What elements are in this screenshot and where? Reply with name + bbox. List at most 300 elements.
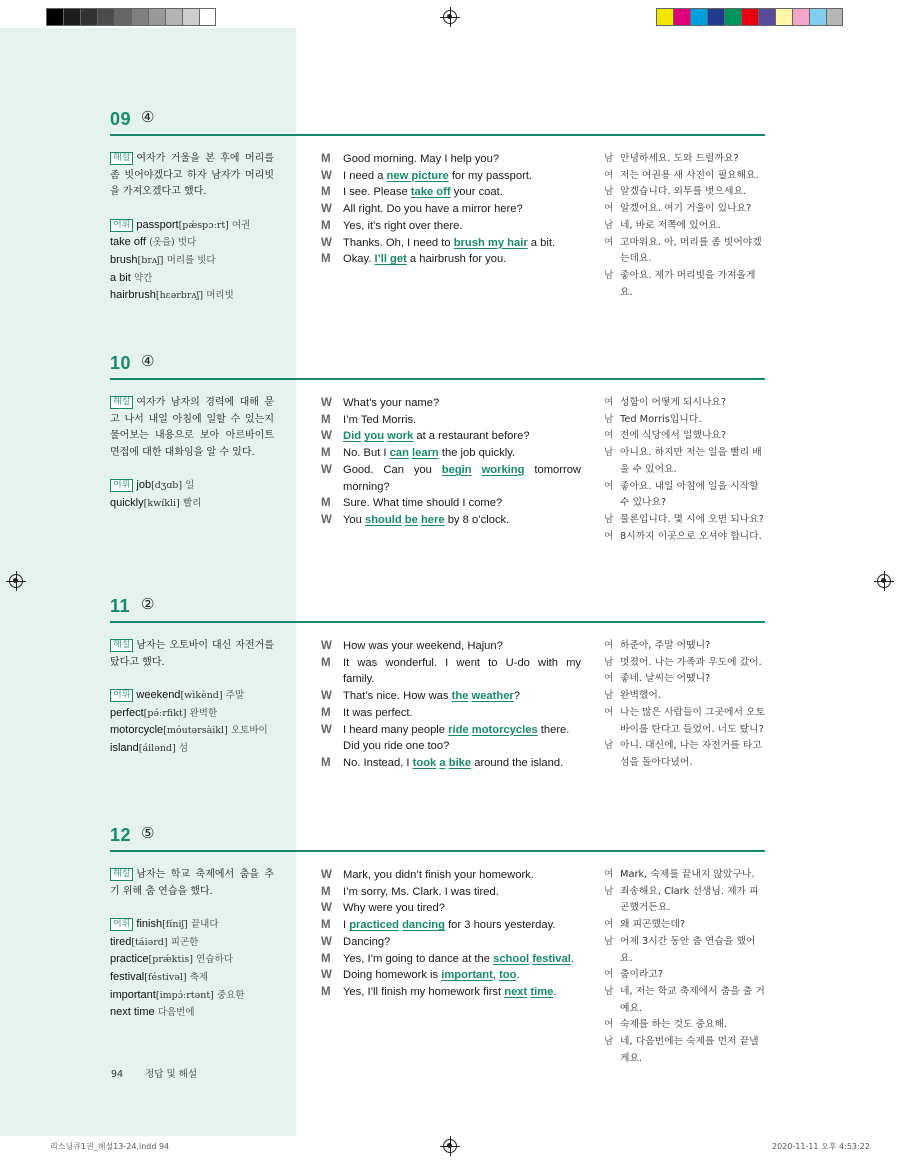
dialogue-line <box>321 884 581 901</box>
translation-column <box>604 151 766 301</box>
dialogue-text: No. But I <box>343 447 390 460</box>
vocab-word: next time <box>110 1006 155 1019</box>
vocab-meaning: 여권 <box>232 219 251 231</box>
translation-text: 안녕하세요. 도와 드릴까요? <box>620 153 739 164</box>
dialogue-text: You <box>343 513 365 526</box>
speaker-label: W <box>321 723 332 736</box>
vocab-meaning: 중요한 <box>217 989 245 1001</box>
vocab-list <box>110 916 274 1022</box>
dictation-answer: school <box>493 952 530 965</box>
vocab-badge: 어휘 <box>110 479 133 492</box>
speaker-label: 여 <box>604 969 614 981</box>
vocab-phonetic: [féstivəl] <box>144 971 187 983</box>
speaker-label: 여 <box>604 203 614 215</box>
translation-line <box>604 218 766 235</box>
speaker-label: 여 <box>604 480 614 492</box>
vocab-item <box>110 217 274 235</box>
dictation-answer: work <box>387 430 414 443</box>
color-swatch <box>741 8 758 26</box>
dialogue-line <box>321 917 581 934</box>
vocab-phonetic: [wìkènd] <box>180 690 223 702</box>
question-section <box>110 352 765 542</box>
translation-text: 좋아요. 제가 머리빗을 가져올게요. <box>620 269 756 298</box>
vocab-word: practice <box>110 953 149 966</box>
dictation-answer: learn <box>412 447 439 460</box>
dictation-answer: practiced <box>349 919 399 932</box>
question-header <box>110 108 765 136</box>
translation-text: 멋졌어. 나는 가족과 우도에 갔어. <box>620 656 762 668</box>
speaker-label: 남 <box>604 153 614 164</box>
dictation-answer: begin <box>441 463 472 476</box>
dialogue-text: Mark, you didn’t finish your homework. <box>343 869 534 881</box>
dictation-answer: brush my hair <box>453 236 528 249</box>
question-section <box>110 108 765 302</box>
explanation-badge: 해설 <box>110 396 133 409</box>
translation-text: 알겠어요. 여기 거울이 있나요? <box>620 203 752 215</box>
dialogue-line <box>321 755 581 772</box>
dialogue-text: What’s your name? <box>343 397 440 409</box>
question-answer: ④ <box>141 352 155 370</box>
vocab-meaning: 피곤한 <box>170 936 199 948</box>
vocab-meaning: 축제 <box>189 971 209 983</box>
translation-line <box>604 867 766 884</box>
slug-filename: 리스닝큐1권_해설13-24.indd 94 <box>50 1142 170 1151</box>
translation-line <box>604 638 766 655</box>
dialogue-line <box>321 412 581 429</box>
translation-text: 죄송해요, Clark 선생님. 제가 피곤했거든요. <box>620 885 759 914</box>
explanation-column <box>110 867 274 1022</box>
speaker-label: 남 <box>604 885 614 897</box>
dialogue-text: . <box>516 969 520 982</box>
question-header <box>110 352 765 380</box>
dialogue-column <box>321 638 581 772</box>
vocab-item <box>110 687 274 705</box>
dialogue-line <box>321 462 581 479</box>
vocab-item <box>110 287 274 305</box>
speaker-label: W <box>321 463 332 476</box>
translation-line <box>604 479 766 512</box>
explanation-badge: 해설 <box>110 868 133 881</box>
translation-line <box>604 235 766 268</box>
vocab-meaning: (옷을) 벗다 <box>149 237 197 249</box>
speaker-label: 여 <box>604 869 614 880</box>
vocab-item <box>110 934 274 952</box>
vocab-word: hairbrush <box>110 289 156 302</box>
registration-mark-icon <box>9 574 23 588</box>
speaker-label: 남 <box>604 1036 614 1048</box>
speaker-label: 남 <box>604 413 614 425</box>
dialogue-line <box>321 934 581 951</box>
dialogue-text: Good. Can you <box>343 463 442 476</box>
dialogue-line <box>321 984 581 1001</box>
question-answer: ④ <box>141 108 155 126</box>
explanation-text <box>110 151 274 201</box>
translation-text: 알겠습니다. 외투를 벗으세요. <box>620 186 747 198</box>
dictation-answer: the <box>451 690 469 703</box>
translation-line <box>604 738 766 771</box>
speaker-label: M <box>321 985 331 998</box>
dictation-answer: can <box>389 447 409 460</box>
vocab-meaning: 머리를 빗다 <box>166 254 216 266</box>
vocab-badge: 어휘 <box>110 918 133 931</box>
translation-line <box>604 688 766 705</box>
dictation-answer: time <box>530 985 554 998</box>
translation-text: 좋네. 날씨는 어땠니? <box>620 673 711 685</box>
color-swatch <box>199 8 216 26</box>
vocab-phonetic: [hɛərbrʌʃ] <box>155 290 204 302</box>
translation-text: 8시까지 이곳으로 오셔야 합니다. <box>620 530 762 542</box>
vocab-meaning: 약간 <box>133 272 153 284</box>
translation-text: 하준아, 주말 어땠니? <box>620 640 711 651</box>
translation-line <box>604 529 766 546</box>
vocab-phonetic: [kwíkli] <box>143 497 180 509</box>
dialogue-text: for my passport. <box>448 169 533 182</box>
color-swatch <box>80 8 97 26</box>
explanation-text <box>110 638 274 671</box>
color-swatch <box>148 8 165 26</box>
color-swatch <box>758 8 775 26</box>
question-header <box>110 824 765 852</box>
dialogue-line <box>321 479 581 496</box>
vocab-item <box>110 740 274 758</box>
dialogue-line <box>321 218 581 235</box>
speaker-label: M <box>321 497 331 510</box>
color-swatch <box>131 8 148 26</box>
question-number: 11 <box>110 596 131 616</box>
dialogue-column <box>321 151 581 268</box>
vocab-item <box>110 916 274 934</box>
explanation-body: 남자는 학교 축제에서 춤을 추기 위해 춤 연습을 했다. <box>110 869 274 897</box>
question-header <box>110 595 765 623</box>
vocab-meaning: 오토바이 <box>231 725 268 737</box>
registration-mark-icon <box>877 574 891 588</box>
vocab-word: brush <box>110 253 138 266</box>
dialogue-text: for 3 hours yesterday. <box>444 919 556 932</box>
registration-mark-icon <box>443 10 457 24</box>
dialogue-line <box>321 395 581 412</box>
dialogue-text: . <box>553 985 557 998</box>
vocab-word: take off <box>110 236 146 249</box>
dictation-answer: new picture <box>386 169 449 182</box>
translation-line <box>604 705 766 738</box>
translation-line <box>604 1017 766 1034</box>
dialogue-text: Sure. What time should I come? <box>343 497 503 510</box>
color-swatch <box>809 8 826 26</box>
vocab-phonetic: [dʒɑb] <box>151 480 183 492</box>
dictation-answer: should <box>365 513 402 526</box>
vocab-item <box>110 1004 274 1022</box>
dialogue-text: How was your weekend, Hajun? <box>343 640 503 652</box>
translation-line <box>604 412 766 429</box>
translation-text: 숙제를 하는 것도 중요해. <box>620 1019 728 1031</box>
question-section <box>110 595 765 769</box>
vocab-word: passport <box>136 218 179 231</box>
speaker-label: M <box>321 952 331 965</box>
translation-text: Ted Morris입니다. <box>620 413 702 425</box>
speaker-label: 남 <box>604 656 614 668</box>
vocab-item <box>110 495 274 513</box>
vocab-item <box>110 270 274 288</box>
dialogue-text <box>472 464 482 476</box>
dialogue-text: All right. Do you have a mirror here? <box>343 203 523 216</box>
translation-line <box>604 445 766 478</box>
color-swatch <box>656 8 673 26</box>
speaker-label: 여 <box>604 430 614 442</box>
translation-text: Mark, 숙제를 끝내지 않았구나. <box>620 869 755 880</box>
translation-line <box>604 168 766 185</box>
vocab-word: motorcycle <box>110 724 164 737</box>
dictation-answer: working <box>481 463 525 476</box>
color-swatch <box>114 8 131 26</box>
dialogue-line <box>321 184 581 201</box>
vocab-item <box>110 477 274 495</box>
explanation-body: 여자가 거울을 본 후에 머리를 좀 빗어야겠다고 하자 남자가 머리빗을 가져오겠다고 했다. <box>110 153 274 198</box>
speaker-label: M <box>321 656 331 669</box>
question-section <box>110 824 765 1064</box>
translation-line <box>604 1034 766 1067</box>
translation-text: 저는 여권용 새 사진이 필요해요. <box>620 169 759 181</box>
dialogue-line <box>321 900 581 917</box>
dialogue-text: around the island. <box>471 756 564 769</box>
vocab-word: island <box>110 741 139 754</box>
translation-line <box>604 984 766 1017</box>
translation-line <box>604 934 766 967</box>
dialogue-text: by 8 o’clock. <box>444 513 510 526</box>
slug-datetime: 2020-11-11 오후 4:53:22 <box>772 1142 870 1151</box>
translation-column <box>604 395 766 545</box>
vocab-meaning: 연습하다 <box>196 954 233 966</box>
dialogue-line <box>321 951 581 968</box>
dialogue-line <box>321 722 581 739</box>
translation-line <box>604 917 766 934</box>
translation-text: 아니. 대신에, 나는 자전거를 타고 섬을 돌아다녔어. <box>620 740 762 768</box>
dialogue-text: Yes, it’s right over there. <box>343 219 463 232</box>
vocab-list <box>110 217 274 305</box>
dialogue-line <box>321 688 581 705</box>
speaker-label: M <box>321 413 331 426</box>
vocab-phonetic: [prǽktis] <box>148 954 193 966</box>
vocab-item <box>110 969 274 987</box>
dialogue-text: I need a <box>343 169 387 182</box>
dialogue-line <box>321 867 581 884</box>
dialogue-text: Good morning. May I help you? <box>343 153 500 165</box>
question-answer: ⑤ <box>141 824 155 842</box>
dialogue-text: there. <box>537 723 570 736</box>
dialogue-column <box>321 395 581 529</box>
vocab-meaning: 빨리 <box>183 497 202 509</box>
vocab-phonetic: [móutərsàikl] <box>163 725 228 737</box>
translation-line <box>604 884 766 917</box>
dialogue-text: I see. Please <box>343 186 411 199</box>
dictation-answer: motorcycles <box>471 723 538 736</box>
vocab-meaning: 주말 <box>225 690 245 702</box>
vocab-item <box>110 705 274 723</box>
dialogue-column <box>321 867 581 1001</box>
dictation-answer: take off <box>410 186 451 199</box>
speaker-label: W <box>321 397 332 409</box>
speaker-label: 남 <box>604 269 614 281</box>
vocab-phonetic: [táiərd] <box>131 936 168 948</box>
translation-line <box>604 428 766 445</box>
translation-line <box>604 268 766 301</box>
dictation-answer: too <box>499 969 517 982</box>
translation-text: 네, 저는 학교 축제에서 춤을 출 거예요. <box>620 985 765 1014</box>
dialogue-text: Yes, I’m going to dance at the <box>343 952 494 965</box>
dialogue-text: I <box>343 919 350 932</box>
dialogue-text: Did you ride one too? <box>343 740 450 753</box>
vocab-word: weekend <box>136 689 181 702</box>
question-number: 10 <box>110 353 132 373</box>
explanation-body: 여자가 남자의 경력에 대해 묻고 나서 내일 아침에 일할 수 있는지 물어보는 내용으로 보아 아르바이트 면접에 대한 대화임을 알 수 있다. <box>110 397 274 458</box>
speaker-label: W <box>321 869 332 881</box>
translation-line <box>604 512 766 529</box>
speaker-label: 여 <box>604 530 614 542</box>
dialogue-text: at a restaurant before? <box>413 430 530 443</box>
dialogue-text: a bit. <box>527 236 556 249</box>
explanation-column <box>110 395 274 513</box>
color-swatch <box>690 8 707 26</box>
dialogue-line <box>321 967 581 984</box>
speaker-label: W <box>321 169 332 182</box>
speaker-label: 남 <box>604 186 614 198</box>
translation-text: 성함이 어떻게 되시나요? <box>620 397 727 408</box>
translation-column <box>604 638 766 772</box>
dialogue-line <box>321 201 581 218</box>
question-answer: ② <box>141 595 155 613</box>
translation-text: 완벽했어. <box>620 690 661 702</box>
dialogue-text: . <box>570 952 574 965</box>
explanation-column <box>110 151 274 305</box>
dialogue-text: Okay. <box>343 253 375 266</box>
dialogue-line <box>321 168 581 185</box>
explanation-text <box>110 395 274 461</box>
speaker-label: 여 <box>604 236 614 248</box>
speaker-label: W <box>321 935 332 948</box>
speaker-label: W <box>321 430 332 443</box>
vocab-list <box>110 477 274 512</box>
dialogue-text: I’m Ted Morris. <box>343 413 417 426</box>
speaker-label: M <box>321 186 331 199</box>
dictation-answer: important <box>441 969 493 982</box>
vocab-meaning: 다음번에 <box>157 1007 195 1019</box>
translation-text: 네, 다음번에는 숙제를 먼저 끝낼게요. <box>620 1036 759 1064</box>
vocab-word: job <box>136 479 152 492</box>
explanation-badge: 해설 <box>110 152 133 165</box>
dialogue-text: a hairbrush for you. <box>406 253 507 266</box>
translation-text: 네, 바로 저쪽에 있어요. <box>620 219 721 231</box>
dialogue-text: I’m sorry, Ms. Clark. I was tired. <box>343 885 499 898</box>
vocab-phonetic: [áilənd] <box>138 742 176 754</box>
dictation-answer: be <box>404 513 418 526</box>
speaker-label: M <box>321 919 331 932</box>
color-bar-process <box>656 8 843 26</box>
dictation-answer: took <box>412 756 437 769</box>
vocab-phonetic: [brʌʃ] <box>137 254 164 266</box>
dialogue-text: Dancing? <box>343 935 391 948</box>
page-footer <box>111 1066 197 1080</box>
speaker-label: 여 <box>604 919 614 931</box>
translation-text: 전에 식당에서 일했나요? <box>620 430 727 442</box>
dialogue-line <box>321 428 581 445</box>
translation-text: 나는 많은 사람들이 그곳에서 오토바이를 탄다고 들었어. 너도 탔니? <box>620 706 765 735</box>
dialogue-line <box>321 738 581 755</box>
dictation-answer: bike <box>448 756 472 769</box>
speaker-label: 여 <box>604 1019 614 1031</box>
speaker-label: W <box>321 902 332 915</box>
dialogue-text: Thanks. Oh, I need to <box>343 236 454 249</box>
translation-column <box>604 867 766 1067</box>
speaker-label: 여 <box>604 706 614 718</box>
question-number: 12 <box>110 825 132 845</box>
speaker-label: M <box>321 153 331 165</box>
translation-line <box>604 184 766 201</box>
translation-line <box>604 671 766 688</box>
vocab-item <box>110 234 274 252</box>
color-swatch <box>182 8 199 26</box>
dictation-answer: dancing <box>402 919 445 932</box>
dialogue-text: Yes, I’ll finish my homework first <box>343 985 505 998</box>
dialogue-text: the job quickly. <box>438 447 516 460</box>
dialogue-text: It was perfect. <box>343 706 413 719</box>
dictation-answer: next <box>504 985 528 998</box>
speaker-label: 남 <box>604 985 614 997</box>
translation-text: 아니요. 하지만 저는 일을 빨리 배울 수 있어요. <box>620 447 762 475</box>
vocab-phonetic: [pə́ːrfikt] <box>143 707 187 719</box>
vocab-badge: 어휘 <box>110 689 133 702</box>
dialogue-line <box>321 655 581 672</box>
vocab-meaning: 끝내다 <box>190 919 219 931</box>
speaker-label: W <box>321 640 332 652</box>
dialogue-text: Why were you tired? <box>343 902 445 915</box>
speaker-label: M <box>321 253 331 266</box>
dialogue-text: your coat. <box>450 186 503 199</box>
dialogue-text: It was wonderful. I went to U-do with my <box>343 656 581 669</box>
explanation-badge: 해설 <box>110 639 133 652</box>
speaker-label: W <box>321 690 332 703</box>
translation-line <box>604 395 766 412</box>
dialogue-text: , <box>492 969 500 982</box>
color-bar-grayscale <box>46 8 216 26</box>
speaker-label: 남 <box>604 219 614 231</box>
dictation-answer: a <box>439 756 446 769</box>
color-swatch <box>792 8 809 26</box>
dialogue-text: ? <box>513 690 521 703</box>
speaker-label: W <box>321 236 332 249</box>
speaker-label: M <box>321 447 331 460</box>
speaker-label: W <box>321 969 332 982</box>
speaker-label: W <box>321 203 332 216</box>
dictation-answer: Did <box>343 430 362 443</box>
vocab-phonetic: [fíniʃ] <box>162 919 188 931</box>
vocab-list <box>110 687 274 757</box>
speaker-label: 여 <box>604 673 614 685</box>
dialogue-text: I heard many people <box>343 723 449 736</box>
speaker-label: W <box>321 513 332 526</box>
vocab-word: perfect <box>110 706 144 719</box>
explanation-column <box>110 638 274 758</box>
speaker-label: 남 <box>604 513 614 525</box>
translation-text: 물론입니다. 몇 시에 오면 되나요? <box>620 513 764 525</box>
vocab-word: tired <box>110 935 132 948</box>
vocab-word: a bit <box>110 271 131 284</box>
translation-text: 춤이라고? <box>620 969 664 981</box>
color-swatch <box>707 8 724 26</box>
speaker-label: 남 <box>604 935 614 947</box>
explanation-body: 남자는 오토바이 대신 자전거를 탔다고 했다. <box>110 640 274 668</box>
vocab-meaning: 섬 <box>178 742 189 754</box>
dictation-answer: ride <box>448 723 469 736</box>
page-number: 94 <box>111 1069 124 1080</box>
